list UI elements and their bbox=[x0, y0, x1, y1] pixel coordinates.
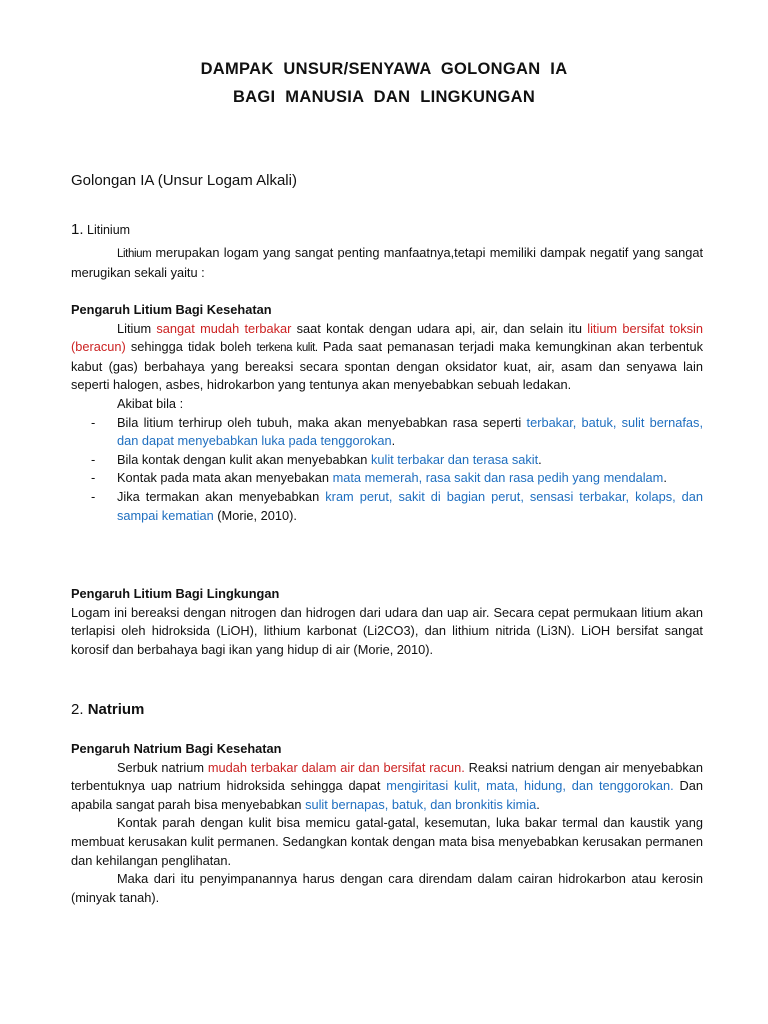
text-run: Jika termakan akan menyebabkan bbox=[117, 488, 326, 504]
highlight-red: litium bersifat toksin (beracun) bbox=[71, 320, 703, 355]
intro-text: merupakan logam yang sangat penting manfaatnya,tetapi memiliki dampak negatif yang sangat merugikan sekali yaitu : bbox=[71, 245, 703, 280]
dash-bullet: - bbox=[91, 414, 96, 430]
litium-health-paragraph bbox=[71, 320, 703, 395]
text-run: Reaksi natrium dengan air menyebabkan terbentuknya uap natrium hidroksida sehingga dapat bbox=[71, 759, 703, 794]
intro-lead-word: Lithium bbox=[117, 248, 152, 260]
text-run: Pada saat pemanasan terjadi maka kemungkinan akan terbentuk kabut (gas) berbahaya yang bereaksi secara spontan dengan oksidator kuat, air, asam dan senyawa lain seperti halogen, asbes, hidrokarbon yang tentunya akan menyebabkan sebuah ledakan. bbox=[71, 339, 703, 393]
document-title-line-2: BAGI MANUSIA DAN LINGKUNGAN bbox=[232, 88, 536, 106]
section-1-number: 1. bbox=[71, 221, 84, 238]
list-item bbox=[71, 488, 703, 525]
section-2-name: Natrium bbox=[87, 701, 145, 718]
highlight-blue: kulit terbakar dan terasa sakit bbox=[370, 451, 539, 467]
text-run: . bbox=[536, 796, 540, 812]
highlight-blue: mengiritasi kulit, mata, hidung, dan tenggorokan. bbox=[386, 778, 674, 794]
highlight-blue: mata memerah, rasa sakit dan rasa pedih yang mendalam bbox=[332, 470, 664, 486]
highlight-red: mudah terbakar dalam air dan bersifat racun. bbox=[207, 759, 465, 775]
dash-bullet: - bbox=[91, 470, 96, 486]
text-run: . bbox=[663, 470, 667, 486]
highlight-blue: kram perut, sakit di bagian perut, sensasi terbakar, kolaps, dan sampai kematian bbox=[117, 488, 704, 523]
text-run: . bbox=[391, 433, 396, 449]
highlight-red: sangat mudah terbakar bbox=[156, 320, 292, 336]
natrium-health-block bbox=[71, 740, 703, 907]
text-run: Dan apabila sangat parah bisa menyebabkan bbox=[71, 778, 703, 812]
golongan-heading: Golongan IA (Unsur Logam Alkali) bbox=[71, 172, 297, 189]
text-run: (Morie, 2010). bbox=[213, 507, 297, 523]
text-run: Litium bbox=[117, 320, 157, 336]
text-run: Bila litium terhirup oleh tubuh, maka akan menyebabkan rasa seperti bbox=[117, 414, 527, 430]
section-1-heading bbox=[71, 221, 130, 238]
highlight-blue: sulit bernapas, batuk, dan bronkitis kimia bbox=[305, 796, 537, 812]
litium-environment-block bbox=[71, 585, 703, 659]
litium-health-heading: Pengaruh Litium Bagi Kesehatan bbox=[71, 302, 272, 317]
dash-bullet: - bbox=[91, 451, 96, 467]
section-2-heading bbox=[71, 701, 144, 718]
litium-env-paragraph: Logam ini bereaksi dengan nitrogen dan hidrogen dari udara dan uap air. Secara cepat permukaan litium akan terlapisi oleh hidroksida (LiOH), lithium karbonat (Li2CO3), dan lithium nitrida (Li3N). LiOH bersifat sangat korosif dan berbahaya bagi ikan yang hidup di air (Morie, 2010). bbox=[71, 604, 703, 657]
list-item bbox=[71, 469, 703, 488]
section-1-intro bbox=[71, 244, 703, 282]
litium-health-block bbox=[71, 301, 703, 525]
text-run: terkena kulit. bbox=[256, 342, 318, 355]
list-item bbox=[71, 414, 703, 451]
section-1-name: Litinium bbox=[87, 223, 131, 237]
document-title-line-1: DAMPAK UNSUR/SENYAWA GOLONGAN IA bbox=[200, 60, 568, 78]
highlight-blue: terbakar, batuk, sulit bernafas, dan dapat menyebabkan luka pada tenggorokan bbox=[117, 414, 704, 449]
natrium-paragraph-3: Maka dari itu penyimpanannya harus dengan cara direndam dalam cairan hidrokarbon atau kerosin (minyak tanah). bbox=[71, 871, 703, 905]
list-item bbox=[71, 451, 703, 470]
text-run: sehingga tidak boleh bbox=[125, 339, 257, 355]
dash-bullet: - bbox=[91, 488, 96, 504]
text-run: Bila kontak dengan kulit akan menyebabkan bbox=[117, 451, 371, 467]
text-run: Kontak pada mata akan menyebakan bbox=[117, 470, 333, 486]
natrium-paragraph-2: Kontak parah dengan kulit bisa memicu gatal-gatal, kesemutan, luka bakar termal dan kaustik yang membuat kerusakan kulit permanen. Sedangkan kontak dengan mata bisa menyebabkan kerusakan permanen dan kehilangan penglihatan. bbox=[71, 815, 703, 868]
natrium-health-heading: Pengaruh Natrium Bagi Kesehatan bbox=[71, 741, 282, 756]
text-run: . bbox=[538, 451, 542, 467]
section-2-number: 2. bbox=[71, 701, 84, 718]
akibat-list bbox=[71, 414, 703, 526]
text-run: Serbuk natrium bbox=[117, 759, 208, 775]
natrium-paragraph-1 bbox=[71, 759, 703, 815]
litium-env-heading: Pengaruh Litium Bagi Lingkungan bbox=[71, 586, 280, 601]
akibat-label: Akibat bila : bbox=[117, 395, 184, 411]
text-run: saat kontak dengan udara api, air, dan selain itu bbox=[291, 320, 588, 336]
